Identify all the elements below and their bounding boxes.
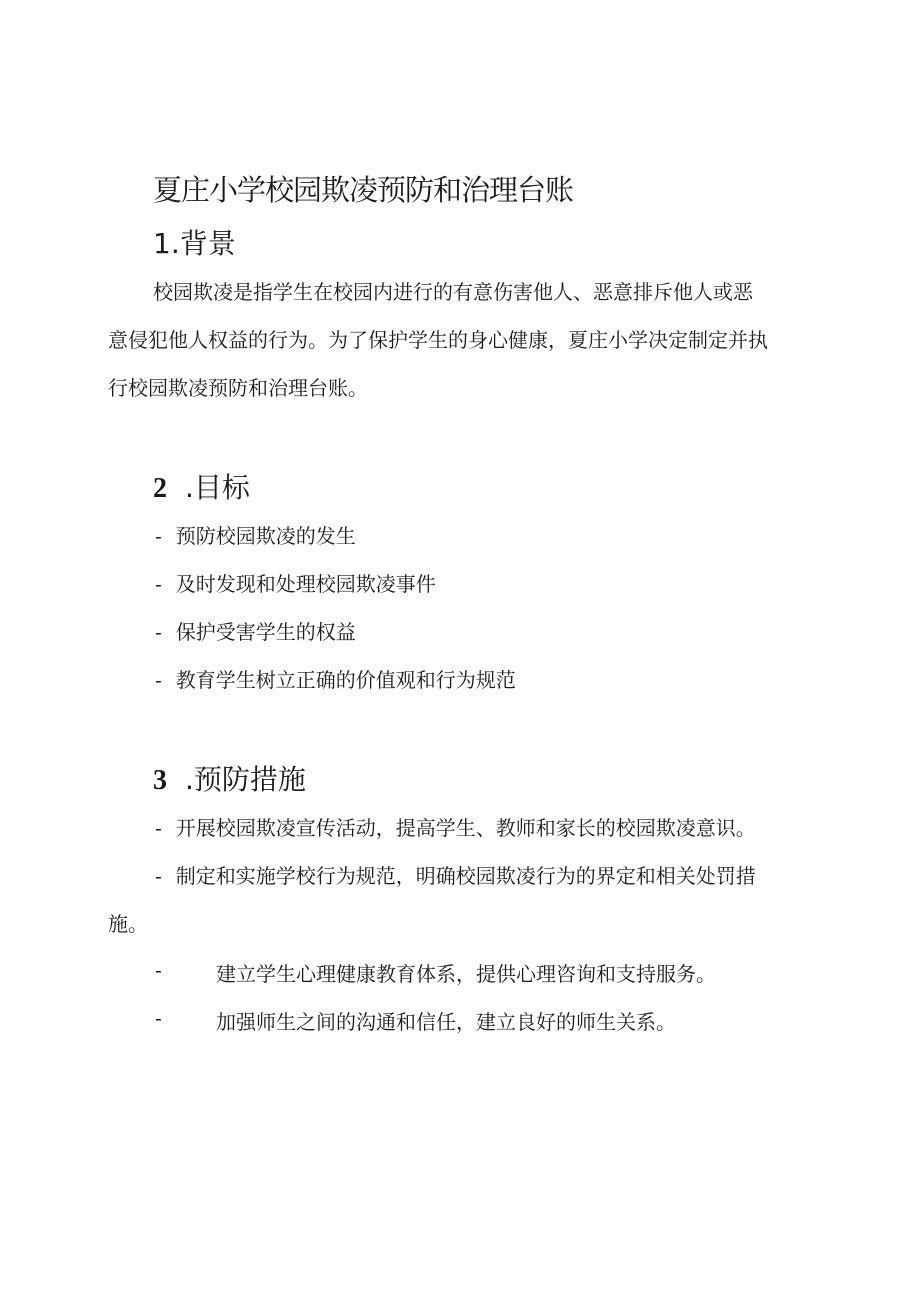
section-2-number: 2 <box>153 473 167 504</box>
bullet-dash: - <box>155 524 162 548</box>
document-title: 夏庄小学校园欺凌预防和治理台账 <box>153 173 574 207</box>
goal-text: 保护受害学生的权益 <box>175 620 356 644</box>
section-2-title: .目标 <box>185 471 250 504</box>
measure-list-item <box>155 812 756 841</box>
measure-text: 加强师生之间的沟通和信任，建立良好的师生关系。 <box>216 1010 676 1034</box>
bullet-dash: - <box>155 816 162 840</box>
section-1-paragraph-line: 校园欺凌是指学生在校园内进行的有意伤害他人、恶意排斥他人或恶 <box>153 280 753 304</box>
measure-text: 建立学生心理健康教育体系，提供心理咨询和支持服务。 <box>216 962 716 986</box>
bullet-dash: - <box>155 1006 162 1030</box>
measure-list-item <box>155 860 756 889</box>
goal-text: 教育学生树立正确的价值观和行为规范 <box>175 668 516 692</box>
bullet-dash: - <box>155 572 162 596</box>
bullet-dash: - <box>155 958 162 982</box>
section-3-number: 3 <box>153 765 167 796</box>
goal-list-item <box>155 616 356 645</box>
measure-text: 制定和实施学校行为规范，明确校园欺凌行为的界定和相关处罚措 <box>175 864 756 888</box>
goal-list-item <box>155 664 516 693</box>
measure-text: 开展校园欺凌宣传活动，提高学生、教师和家长的校园欺凌意识。 <box>175 816 756 840</box>
section-2-heading <box>153 466 250 506</box>
section-1-paragraph-line: 行校园欺凌预防和治理台账。 <box>108 376 368 400</box>
bullet-dash: - <box>155 864 162 888</box>
bullet-dash: - <box>155 668 162 692</box>
measure-text-continuation: 施。 <box>108 912 148 936</box>
section-3-title: .预防措施 <box>185 763 306 796</box>
goal-list-item <box>155 520 356 549</box>
bullet-dash: - <box>155 620 162 644</box>
goal-text: 预防校园欺凌的发生 <box>175 524 356 548</box>
section-1-heading: 1.背景 <box>153 227 236 260</box>
goal-text: 及时发现和处理校园欺凌事件 <box>175 572 436 596</box>
goal-list-item <box>155 568 436 597</box>
section-3-heading <box>153 758 306 798</box>
section-1-paragraph-line: 意侵犯他人权益的行为。为了保护学生的身心健康，夏庄小学决定制定并执 <box>108 328 768 352</box>
